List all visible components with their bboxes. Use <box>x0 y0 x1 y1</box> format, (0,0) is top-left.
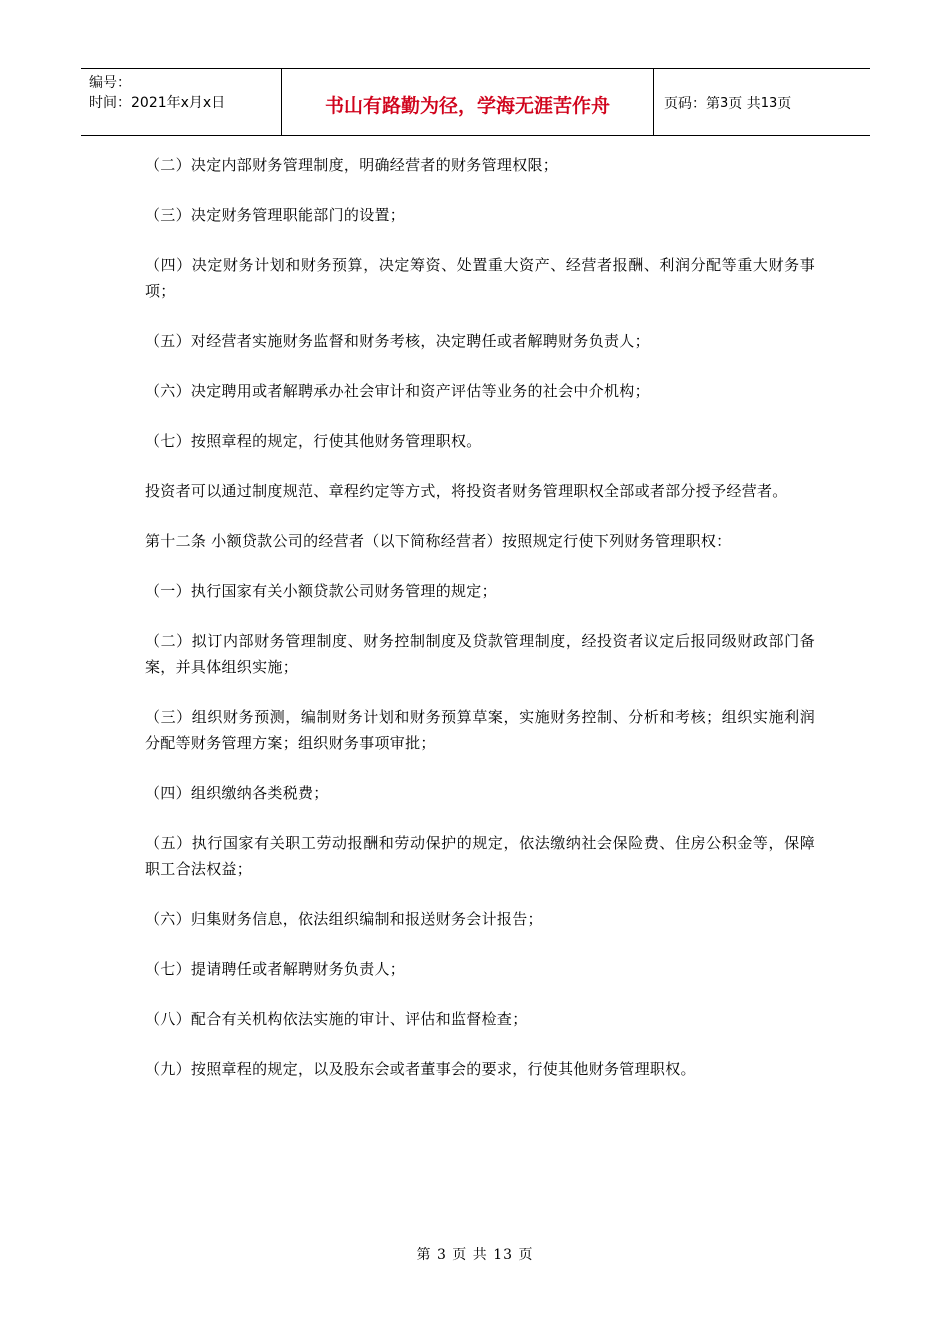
document-header <box>81 68 870 136</box>
paragraph: （三）组织财务预测，编制财务计划和财务预算草案，实施财务控制、分析和考核；组织实施利润分配等财务管理方案；组织财务事项审批； <box>145 708 815 752</box>
page-prefix: 页码：第 <box>664 96 720 112</box>
header-meta-cell <box>81 69 282 135</box>
paragraph: （八）配合有关机构依法实施的审计、评估和监督检查； <box>145 1010 528 1028</box>
paragraph: （二）拟订内部财务管理制度、财务控制制度及贷款管理制度，经投资者议定后报同级财政部门备案，并具体组织实施； <box>145 632 815 676</box>
paragraph: （五）执行国家有关职工劳动报酬和劳动保护的规定，依法缴纳社会保险费、住房公积金等，保障职工合法权益； <box>145 834 815 878</box>
header-page-cell <box>654 69 870 135</box>
header-motto-cell <box>282 69 654 135</box>
paragraph: （一）执行国家有关小额贷款公司财务管理的规定； <box>145 582 497 600</box>
date-label: 时间：2021年x月x日 <box>89 95 226 111</box>
paragraph: （七）提请聘任或者解聘财务负责人； <box>145 960 406 978</box>
page-current: 3 <box>720 95 729 111</box>
paragraph: （三）决定财务管理职能部门的设置； <box>145 206 406 224</box>
page-suffix: 页 <box>777 96 792 112</box>
paragraph: （九）按照章程的规定，以及股东会或者董事会的要求，行使其他财务管理职权。 <box>145 1060 696 1078</box>
page-footer: 第 3 页 共 13 页 <box>416 1247 534 1263</box>
paragraph: （四）组织缴纳各类税费； <box>145 784 329 802</box>
paragraph: （六）决定聘用或者解聘承办社会审计和资产评估等业务的社会中介机构； <box>145 382 650 400</box>
paragraph: （五）对经营者实施财务监督和财务考核，决定聘任或者解聘财务负责人； <box>145 332 650 350</box>
paragraph: （六）归集财务信息，依法组织编制和报送财务会计报告； <box>145 910 543 928</box>
paragraph: 投资者可以通过制度规范、章程约定等方式，将投资者财务管理职权全部或者部分授予经营者。 <box>145 482 788 500</box>
article-heading-paragraph: 第十二条 小额贷款公司的经营者（以下简称经营者）按照规定行使下列财务管理职权： <box>145 532 732 550</box>
motto-text: 书山有路勤为径，学海无涯苦作舟 <box>324 94 610 117</box>
document-body <box>145 152 815 1106</box>
paragraph: （二）决定内部财务管理制度，明确经营者的财务管理权限； <box>145 156 559 174</box>
paragraph: （四）决定财务计划和财务预算，决定筹资、处置重大资产、经营者报酬、利润分配等重大财务事项； <box>145 256 815 300</box>
paragraph: （七）按照章程的规定，行使其他财务管理职权。 <box>145 432 482 450</box>
serial-number-label: 编号： <box>89 75 131 91</box>
page-total: 13 <box>760 95 778 111</box>
page-mid: 页 共 <box>728 96 761 112</box>
